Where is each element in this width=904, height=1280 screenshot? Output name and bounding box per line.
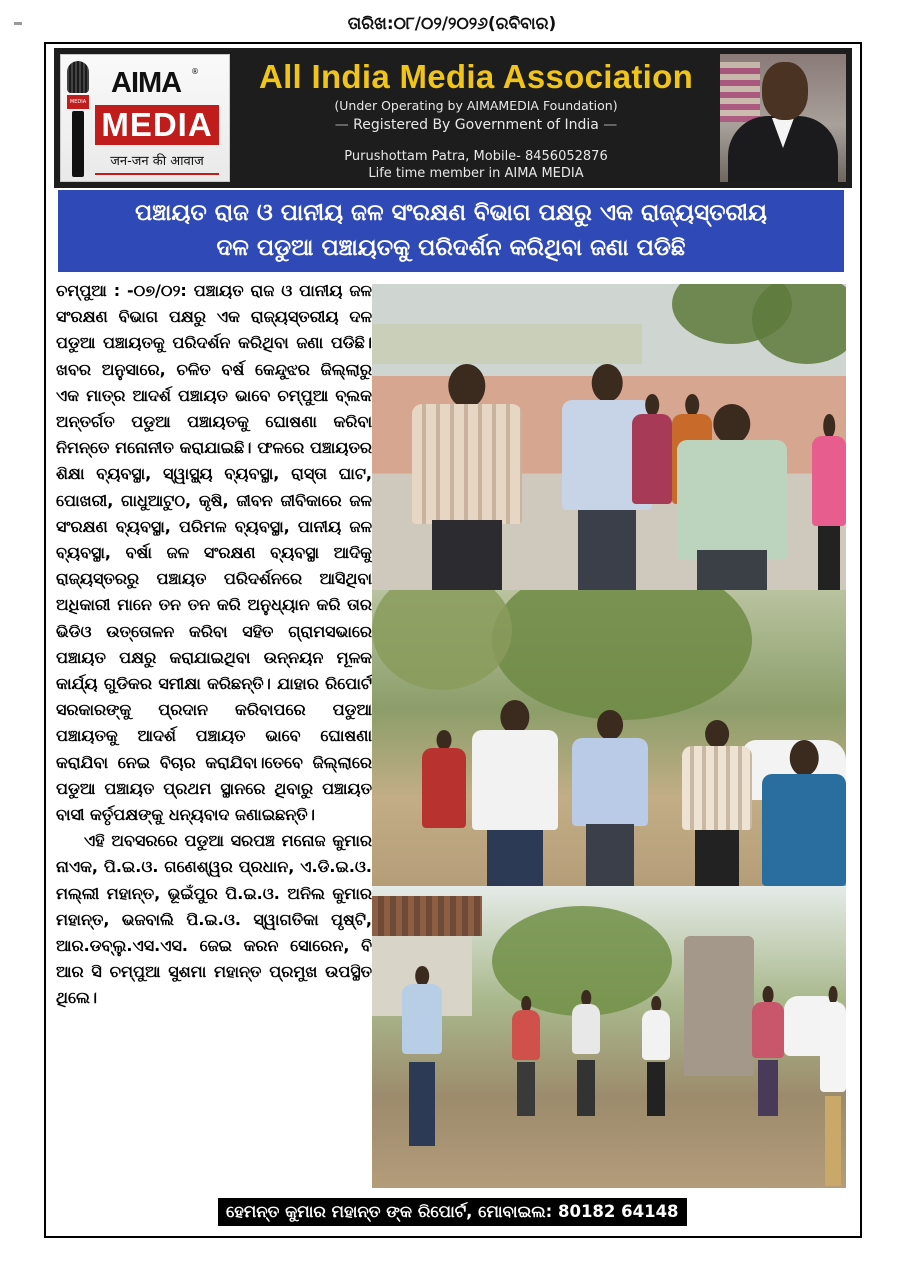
- page-frame: [44, 42, 862, 1238]
- photo-team-visit: [372, 284, 846, 590]
- registration-line: — Registered By Government of India —: [334, 117, 618, 133]
- logo-tagline: जन-जन की आवाज: [95, 151, 219, 175]
- article-paragraph-2: ଏହି ଅବସରରେ ପଡୁଆ ସରପଞ୍ଚ ମନୋଜ କୁମାର ନାଏକ, ପି.ଇ.ଓ. ଗଣେଶ୍ୱର ପ୍ରଧାନ, ଏ.ଡି.ଇ.ଓ. ମଲ୍ଲୀ ମହାନ୍ତ, ଭୂଇଁପୁର ପି.ଇ.ଓ. ଅନିଲ କୁମାର ମହାନ୍ତ, ଭଜବାଲି ପି.ଇ.ଓ. ସ୍ୱାଗତିକା ପୃଷ୍ଟି, ଆର.ଡବ୍ଲୁ.ଏସ.ଏସ. ଜେଇ କରନ ସୋରେନ, ବି ଆର ସି ଚମ୍ପୁଆ ସୁଶମା ମହାନ୍ତ ପ୍ରମୁଖ ଉପସ୍ଥିତ ଥିଲେ।: [56, 831, 372, 1008]
- header-banner: [54, 48, 852, 188]
- headline: [58, 190, 844, 272]
- association-title: All India Media Association: [258, 58, 694, 95]
- association-subtitle: (Under Operating by AIMAMEDIA Foundation): [334, 98, 618, 113]
- association-info: [236, 48, 716, 188]
- article-paragraph-1: ଚମ୍ପୁଆ : -୦୭/୦୨: ପଞ୍ଚାୟତ ରାଜ ଓ ପାନୀୟ ଜଳ ସଂରକ୍ଷଣ ବିଭାଗ ପକ୍ଷରୁ ଏକ ରାଜ୍ୟସ୍ତରୀୟ ଦଳ ପଡୁଆ ପଞ୍ଚାୟତକୁ ପରିଦର୍ଶନ କରିଥିବା ଜଣା ପଡିଛି। ଖବର ଅନୁସାରେ, ଚଳିତ ବର୍ଷ କେନ୍ଦୁଝର ଜିଲ୍ଲାରୁ ଏକ ମାତ୍ର ଆଦର୍ଶ ପଞ୍ଚାୟତ ଭାବେ ଚମ୍ପୁଆ ବ୍ଲକ ଅନ୍ତର୍ଗତ ପଡୁଆ ପଞ୍ଚାୟତକୁ ଘୋଷଣା କରିବା ନିମନ୍ତେ ମନୋନୀତ କରାଯାଇଛି। ଫଳରେ ପଞ୍ଚାୟତର ଶିକ୍ଷା ବ୍ୟବସ୍ଥା, ସ୍ୱାସ୍ଥ୍ୟ ବ୍ୟବସ୍ଥା, ରାସ୍ତା ଘାଟ, ପୋଖରୀ, ଗାଧୁଆଟୁଠ, କୃଷି, ଜୀବନ ଜୀବିକାରେ ଜଳ ସଂରକ୍ଷଣ ବ୍ୟବସ୍ଥା, ପରିମଳ ବ୍ୟବସ୍ଥା, ପାନୀୟ ଜଳ ବ୍ୟବସ୍ଥା, ବର୍ଷା ଜଳ ସଂରକ୍ଷଣ ବ୍ୟବସ୍ଥା ଆଦିକୁ ରାଜ୍ୟସ୍ତରରୁ ପଞ୍ଚାୟତ ପରିଦର୍ଶନରେ ଆସିଥିବା ଅଧିକାରୀ ମାନେ ତନ ତନ କରି ଅନୁଧ୍ୟାନ କରି ତାର ଭିଡିଓ ଉତ୍ତୋଳନ କରିବା ସହିତ ଗ୍ରାମସଭାରେ ପଞ୍ଚାୟତ ପକ୍ଷରୁ କରାଯାଇଥିବା ଉନ୍ନୟନ ମୂଳକ କାର୍ଯ୍ୟ ଗୁଡିକର ସମୀକ୍ଷା କରିଛନ୍ତି। ଯାହାର ରିପୋର୍ଟ ସରକାରଙ୍କୁ ପ୍ରଦାନ କରିବାପରେ ପଡୁଆ ପଞ୍ଚାୟତକୁ ଆଦର୍ଶ ପଞ୍ଚାୟତ ଭାବେ ଘୋଷଣା କରାଯିବା ନେଇ ବିଚାର କରାଯିବା।ତେବେ ଜିଲ୍ଲାରେ ପଡୁଆ ପଞ୍ଚାୟତ ପ୍ରଥମ ସ୍ଥାନରେ ଥିବାରୁ ପଞ୍ଚାୟତ ବାସୀ କର୍ତୃପକ୍ଷଙ୍କୁ ଧନ୍ୟବାଦ ଜଣାଇଛନ୍ତି।: [56, 281, 372, 825]
- logo-media-label: MEDIA: [95, 105, 219, 145]
- member-status-line: Life time member in AIMA MEDIA: [368, 166, 584, 181]
- headline-line-1: ପଞ୍ଚାୟତ ରାଜ ଓ ପାନୀୟ ଜଳ ସଂରକ୍ଷଣ ବିଭାଗ ପକ୍ଷରୁ ଏକ ରାଜ୍ୟସ୍ତରୀୟ: [135, 200, 767, 226]
- member-portrait: [720, 54, 846, 182]
- headline-line-2: ଦଳ ପଡୁଆ ପଞ୍ଚାୟତକୁ ପରିଦର୍ଶନ କରିଥିବା ଜଣା ପଡିଛି: [216, 235, 686, 261]
- photo-water-tank-site: [372, 886, 846, 1188]
- logo-wordmark: AIMA: [111, 67, 182, 99]
- date-line: ତାରିଖ:୦୮/୦୨/୨୦୨୬(ରବିବାର): [347, 14, 557, 34]
- registered-mark: ®: [191, 67, 199, 76]
- member-name-line: Purushottam Patra, Mobile- 8456052876: [344, 149, 608, 164]
- report-credit: ହେମନ୍ତ କୁମାର ମହାନ୍ତ ଙ୍କ ରିପୋର୍ଟ, ମୋବାଇଲ: 80182 64148: [218, 1198, 687, 1226]
- article-body: [56, 278, 372, 1012]
- microphone-icon: MEDIA: [67, 61, 89, 177]
- aima-media-logo: [60, 54, 230, 182]
- photo-field-inspection: [372, 590, 846, 886]
